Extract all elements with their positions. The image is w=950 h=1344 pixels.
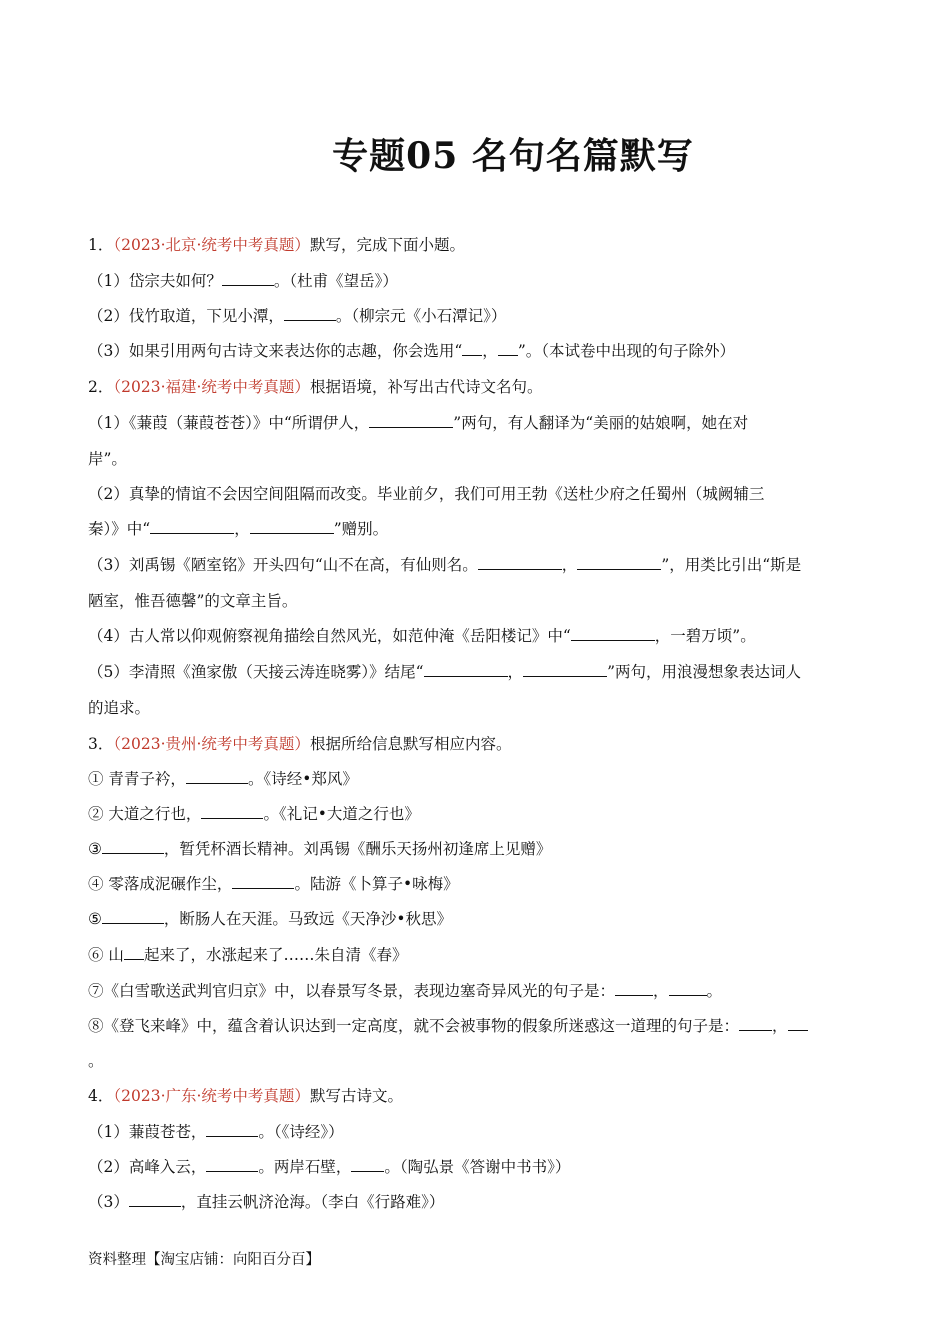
question-number: 2． [88,378,114,396]
text: 岸”。 [88,450,127,468]
question-4-header [88,1085,403,1107]
q4-sub-2 [88,1156,570,1178]
answer-blank[interactable] [571,626,655,641]
answer-blank[interactable] [351,1157,384,1172]
answer-blank[interactable] [232,874,294,889]
text: ，暂凭杯酒长精神。刘禹锡《酬乐天扬州初逢席上见赠》 [163,840,552,858]
answer-blank[interactable] [498,341,518,356]
text: 起来了，水涨起来了……朱自清《春》 [143,946,408,964]
question-source: （2023·福建·统考中考真题） [113,378,310,396]
answer-blank[interactable] [186,769,248,784]
text: （2）伐竹取道，下见小潭， [88,307,284,325]
text: 。陆游《卜算子•咏梅》 [294,875,459,893]
answer-blank[interactable] [739,1016,772,1031]
text: （4）古人常以仰观俯察视角描绘自然风光，如范仲淹《岳阳楼记》中“ [88,627,571,645]
q3-sub-2 [88,803,420,825]
text: ，断肠人在天涯。马致远《天净沙•秋思》 [163,910,453,928]
text: （2）真挚的情谊不会因空间阻隔而改变。毕业前夕，我们可用王勃《送杜少府之任蜀州（城阙辅三 [88,485,765,503]
question-number: 4． [88,1087,114,1105]
text: ⑤ [88,910,102,928]
q1-sub-3 [88,340,735,362]
text: ⑦《白雪歌送武判官归京》中，以春景写冬景，表现边塞奇异风光的句子是： [88,982,616,1000]
text: （1）蒹葭苍苍， [88,1123,207,1141]
answer-blank[interactable] [129,1192,181,1207]
answer-blank[interactable] [250,519,334,534]
text: 。（《诗经》） [258,1123,344,1141]
text: ， [234,520,250,538]
q3-sub-1 [88,768,358,790]
text: ① 青青子衿， [88,770,186,788]
q1-sub-2 [88,305,506,327]
text: ，直挂云帆济沧海。（李白《行路难》） [180,1193,445,1211]
question-1-header [88,234,465,256]
text: ⑥ 山 [88,946,124,964]
text: 。《诗经•郑风》 [247,770,358,788]
q2-sub-2-cont [88,518,388,540]
text: 陋室，惟吾德馨”的文章主旨。 [88,592,298,610]
question-stem: 根据语境，补写出古代诗文名句。 [309,378,543,396]
answer-blank[interactable] [424,662,508,677]
answer-blank[interactable] [102,909,164,924]
q3-sub-4 [88,873,459,895]
q2-sub-4 [88,625,756,647]
text: （3）刘禹锡《陋室铭》开头四句“山不在高，有仙则名。 [88,556,478,574]
text: ⑧《登飞来峰》中，蕴含着认识达到一定高度，就不会被事物的假象所迷惑这一道理的句子是： [88,1017,740,1035]
text: 。《礼记•大道之行也》 [263,805,420,823]
text: ”两句，用浪漫想象表达词人 [607,663,801,681]
question-source: （2023·北京·统考中考真题） [113,236,310,254]
answer-blank[interactable] [150,519,234,534]
answer-blank[interactable] [369,413,453,428]
text: （1）岱宗夫如何？ [88,272,222,290]
answer-blank[interactable] [788,1016,808,1031]
text: （2）高峰入云， [88,1158,207,1176]
q3-sub-6 [88,944,407,966]
text: 。（陶弘景《答谢中书书》） [384,1158,571,1176]
answer-blank[interactable] [206,1122,258,1137]
text: （3） [88,1193,129,1211]
question-stem: 默写，完成下面小题。 [309,236,465,254]
text: ， [507,663,524,681]
q3-sub-5 [88,908,452,930]
q4-sub-3 [88,1191,444,1213]
text: 。（柳宗元《小石潭记》） [335,307,507,325]
q2-sub-5 [88,661,801,683]
text: 。（杜甫《望岳》） [273,272,398,290]
text: ”，用类比引出“斯是 [661,556,802,574]
text: （1）《蒹葭（蒹葭苍苍）》中“所谓伊人， [88,414,370,432]
q2-sub-3-cont [88,590,297,612]
answer-blank[interactable] [284,306,336,321]
text: 的追求。 [88,699,151,717]
text: ，一碧万顷”。 [654,627,756,645]
q3-sub-7 [88,980,722,1002]
text: 。 [88,1052,104,1070]
answer-blank[interactable] [478,555,562,570]
question-stem: 根据所给信息默写相应内容。 [309,735,512,753]
text: ”。（本试卷中出现的句子除外） [517,342,735,360]
answer-blank[interactable] [102,839,164,854]
question-source: （2023·广东·统考中考真题） [113,1087,310,1105]
text: 。两岸石壁， [258,1158,352,1176]
q2-sub-2 [88,483,764,505]
text: （3）如果引用两句古诗文来表达你的志趣，你会选用“ [88,342,463,360]
text: ， [653,982,669,1000]
answer-blank[interactable] [201,804,263,819]
text: ”赠别。 [333,520,389,538]
q3-sub-8 [88,1015,808,1037]
text: ④ 零落成泥碾作尘， [88,875,233,893]
answer-blank[interactable] [577,555,661,570]
text: ， [561,556,578,574]
q2-sub-1 [88,412,748,434]
q4-sub-1 [88,1121,344,1143]
text: 秦）》中“ [88,520,151,538]
q3-sub-3 [88,838,551,860]
footer-note: 资料整理【淘宝店铺：向阳百分百】 [88,1252,320,1268]
text: ③ [88,840,102,858]
text: 。 [706,982,723,1000]
answer-blank[interactable] [669,981,707,996]
page-title: 专题05 名句名篇默写 [332,135,694,177]
q1-sub-1 [88,270,398,292]
q3-sub-8-cont [88,1050,104,1072]
text: ② 大道之行也， [88,805,202,823]
question-3-header [88,733,511,755]
question-number: 1． [88,236,114,254]
answer-blank[interactable] [222,271,274,286]
question-source: （2023·贵州·统考中考真题） [113,735,310,753]
question-stem: 默写古诗文。 [309,1087,403,1105]
q2-sub-3 [88,554,801,576]
answer-blank[interactable] [206,1157,258,1172]
text: （5）李清照《渔家傲（天接云涛连晓雾）》结尾“ [88,663,424,681]
q2-sub-1-cont [88,448,127,470]
q2-sub-5-cont [88,697,150,719]
question-2-header [88,376,542,398]
answer-blank[interactable] [615,981,653,996]
text: ， [772,1017,788,1035]
text: ， [482,342,498,360]
answer-blank[interactable] [462,341,482,356]
text: ”两句，有人翻译为“美丽的姑娘啊，她在对 [453,414,749,432]
question-number: 3． [88,735,114,753]
answer-blank[interactable] [523,662,607,677]
answer-blank[interactable] [124,945,144,960]
